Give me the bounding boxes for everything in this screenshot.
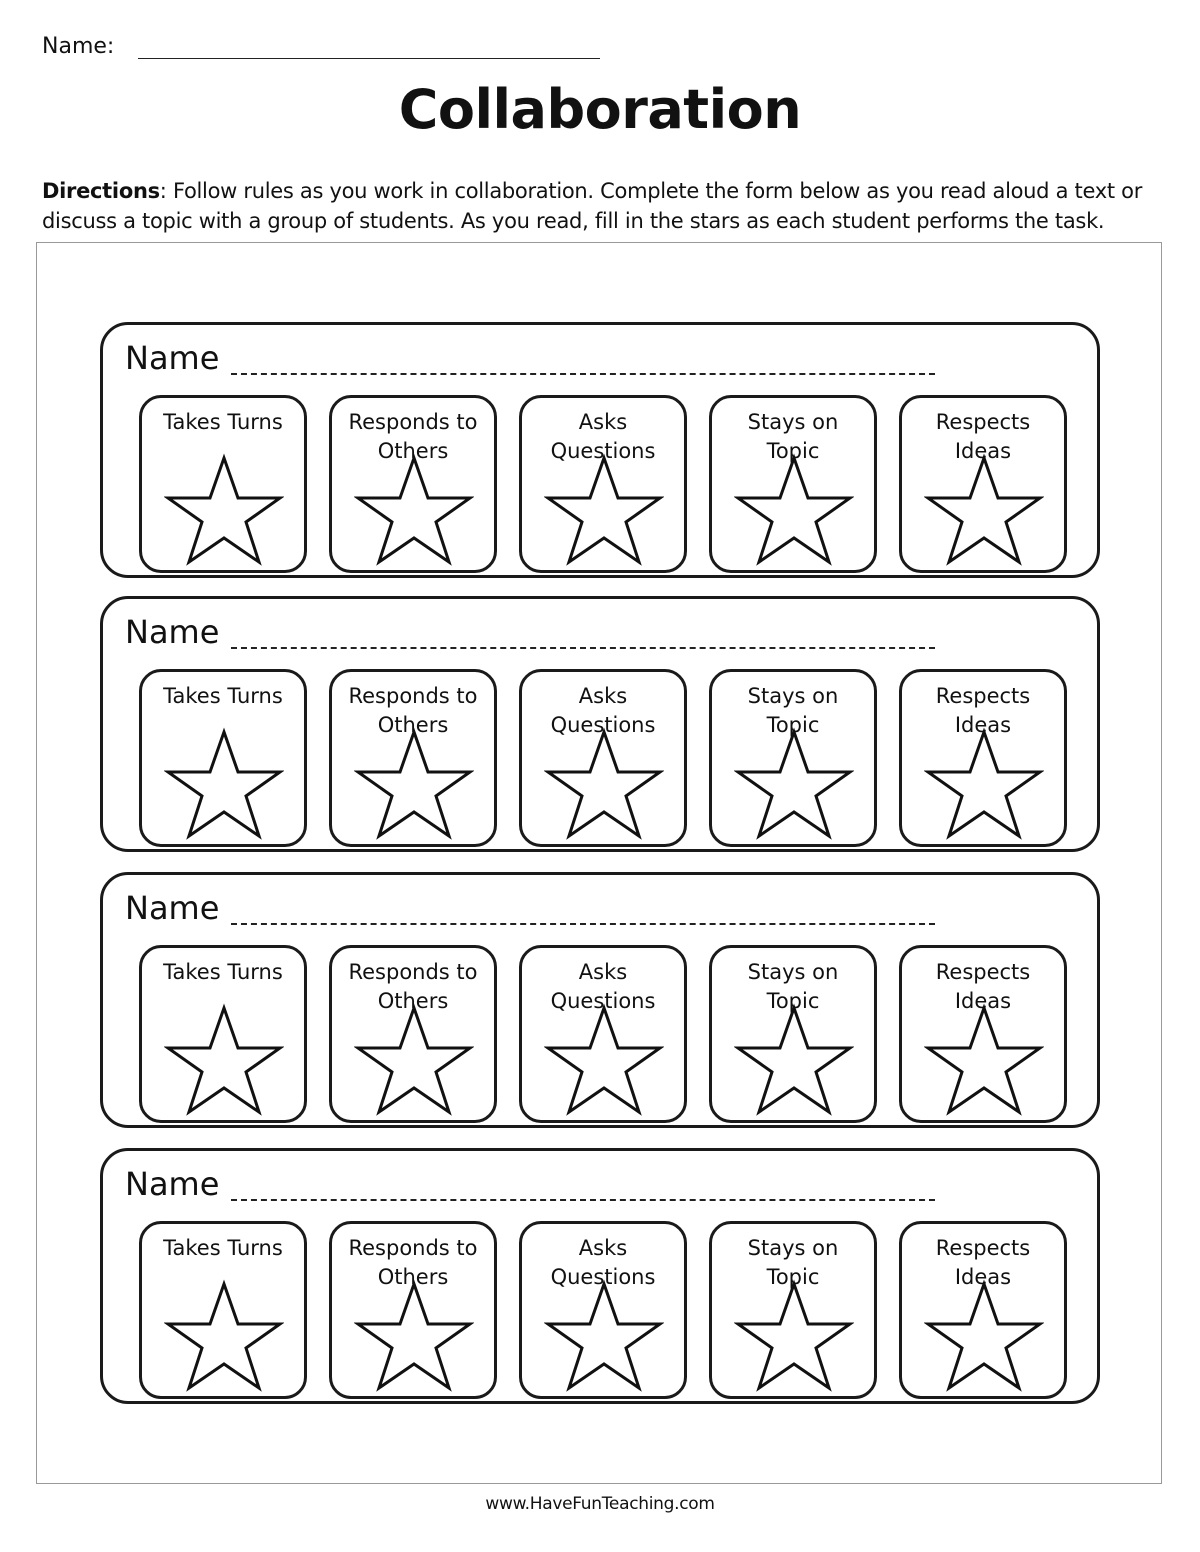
footer-url: www.HaveFunTeaching.com (485, 1494, 715, 1514)
task-label: Respects Ideas (935, 684, 1031, 737)
task-label: Asks Questions (550, 960, 656, 1013)
task-box (519, 1221, 687, 1399)
task-label: Asks Questions (550, 684, 656, 737)
student-card-1 (100, 322, 1100, 578)
task-box (329, 395, 497, 573)
card-name-line[interactable] (231, 373, 935, 375)
card-name-line[interactable] (231, 647, 935, 649)
task-label: Asks Questions (550, 410, 656, 463)
star-icon[interactable] (924, 452, 1044, 566)
card-name-line[interactable] (231, 923, 935, 925)
task-box (139, 1221, 307, 1399)
star-icon[interactable] (354, 1002, 474, 1116)
star-icon[interactable] (734, 1278, 854, 1392)
task-box (139, 945, 307, 1123)
task-box (329, 1221, 497, 1399)
task-label: Respects Ideas (935, 410, 1031, 463)
task-box (899, 669, 1067, 847)
task-label: Takes Turns (163, 1236, 283, 1260)
task-label: Stays on Topic (747, 410, 839, 463)
task-box (899, 945, 1067, 1123)
task-box (709, 1221, 877, 1399)
task-label: Responds to Others (348, 410, 478, 463)
star-icon[interactable] (354, 726, 474, 840)
card-name-label: Name (125, 1165, 220, 1203)
star-icon[interactable] (164, 726, 284, 840)
star-icon[interactable] (734, 1002, 854, 1116)
student-card-4 (100, 1148, 1100, 1404)
task-label: Asks Questions (550, 1236, 656, 1289)
task-label: Takes Turns (163, 684, 283, 708)
task-label: Respects Ideas (935, 960, 1031, 1013)
task-label: Responds to Others (348, 1236, 478, 1289)
task-box (709, 669, 877, 847)
task-box (519, 669, 687, 847)
task-label: Responds to Others (348, 684, 478, 737)
task-label: Responds to Others (348, 960, 478, 1013)
directions-text: : Follow rules as you work in collaboration. Complete the form below as you read aloud a text or discuss a topic with a group of students. As you read, fill in the stars as each student performs the task. (42, 179, 1143, 233)
star-icon[interactable] (354, 452, 474, 566)
card-name-label: Name (125, 613, 220, 651)
task-label: Takes Turns (163, 960, 283, 984)
card-name-line[interactable] (231, 1199, 935, 1201)
task-box (329, 669, 497, 847)
task-label: Stays on Topic (747, 1236, 839, 1289)
task-box (899, 395, 1067, 573)
star-icon[interactable] (544, 452, 664, 566)
task-box (139, 395, 307, 573)
star-icon[interactable] (164, 1002, 284, 1116)
student-card-3 (100, 872, 1100, 1128)
star-icon[interactable] (164, 452, 284, 566)
task-box (139, 669, 307, 847)
star-icon[interactable] (354, 1278, 474, 1392)
star-icon[interactable] (544, 1278, 664, 1392)
star-icon[interactable] (924, 1002, 1044, 1116)
directions-label: Directions (42, 179, 160, 203)
star-icon[interactable] (924, 1278, 1044, 1392)
directions (42, 176, 1172, 236)
page-title: Collaboration (398, 78, 802, 141)
star-icon[interactable] (164, 1278, 284, 1392)
task-label: Stays on Topic (747, 960, 839, 1013)
task-box (709, 945, 877, 1123)
card-name-label: Name (125, 339, 220, 377)
star-icon[interactable] (924, 726, 1044, 840)
task-label: Stays on Topic (747, 684, 839, 737)
student-name-label: Name: (42, 34, 115, 59)
task-box (519, 945, 687, 1123)
task-box (899, 1221, 1067, 1399)
star-icon[interactable] (734, 452, 854, 566)
star-icon[interactable] (734, 726, 854, 840)
student-card-2 (100, 596, 1100, 852)
student-name-line[interactable] (138, 58, 600, 59)
task-label: Respects Ideas (935, 1236, 1031, 1289)
task-box (709, 395, 877, 573)
card-name-label: Name (125, 889, 220, 927)
task-label: Takes Turns (163, 410, 283, 434)
star-icon[interactable] (544, 726, 664, 840)
task-box (519, 395, 687, 573)
star-icon[interactable] (544, 1002, 664, 1116)
task-box (329, 945, 497, 1123)
